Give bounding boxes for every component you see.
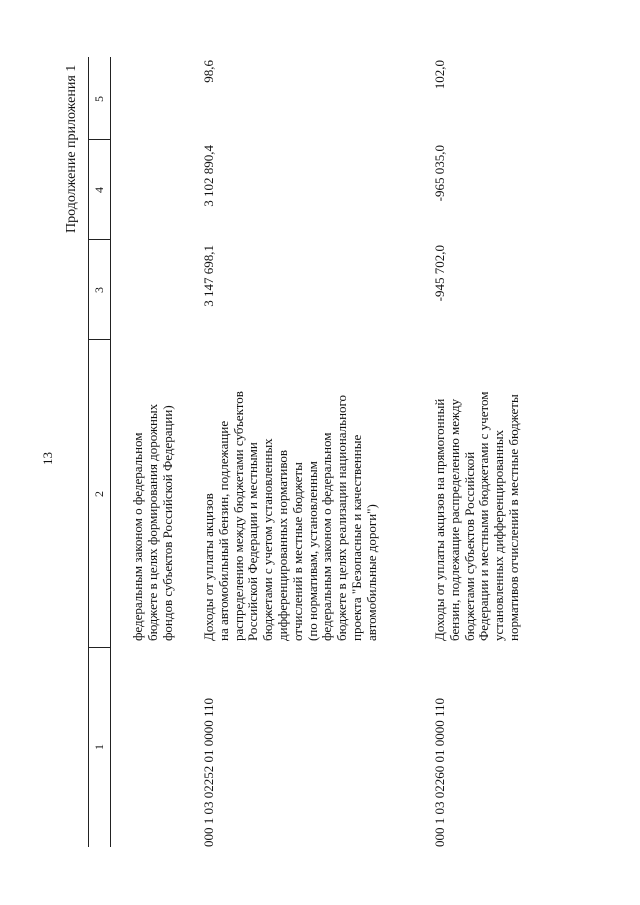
header-divider-1 [88, 647, 110, 648]
description-line: бензин, подлежащие распределению между [446, 398, 462, 641]
description-line: (по нормативам, установленным [304, 461, 320, 641]
header-col-2: 2 [92, 491, 106, 497]
description-line: дифференцированных нормативов [274, 449, 290, 641]
description-line: отчислений в местные бюджеты [289, 462, 305, 641]
description-line: бюджете в целях формирования дорожных [144, 403, 160, 641]
row-2-col4: -965 035,0 [432, 145, 447, 202]
description-line: нормативов отчислений в местные бюджеты [505, 394, 521, 641]
description-line: Федерации и местными бюджетами с учетом [476, 391, 492, 641]
table-top-rule [88, 57, 89, 847]
description-line: фондов субъектов Российской Федерации) [159, 405, 175, 641]
description-line: Доходы от уплаты акцизов [201, 493, 216, 641]
description-line: проекта "Безопасные и качественные [348, 434, 364, 641]
header-divider-4 [88, 139, 110, 140]
description-line: бюджетами с учетом установленных [260, 438, 276, 641]
description-line: автомобильные дороги") [363, 504, 379, 641]
row-2-col5: 102,0 [432, 60, 447, 90]
description-line: распределению между бюджетами субъектов [230, 391, 246, 641]
row-2-description [433, 392, 522, 641]
row-2-col3: -945 702,0 [432, 245, 447, 302]
description-line: федеральным законом о федеральном [130, 432, 145, 641]
row-1-col5: 98,6 [201, 60, 216, 83]
page-number: 13 [40, 452, 55, 465]
row-1-col3: 3 147 698,1 [201, 245, 216, 307]
description-line: на автомобильный бензин, подлежащие [215, 420, 231, 641]
description-line: федеральным законом о федеральном [319, 432, 335, 641]
continuation-label: Продолжение приложения 1 [64, 64, 79, 233]
description-line: Российской Федерации и местными [245, 442, 261, 641]
description-line: установленных дифференцированных [491, 429, 507, 641]
header-divider-3 [88, 239, 110, 240]
row-1-code: 000 1 03 02252 01 0000 110 [201, 697, 216, 847]
header-col-3: 3 [92, 287, 106, 293]
header-col-5: 5 [92, 96, 106, 102]
description-line: бюджетами субъектов Российской [461, 451, 477, 641]
row-1-description [202, 391, 380, 641]
header-col-1: 1 [92, 744, 106, 750]
description-line: Доходы от уплаты акцизов на прямогонный [432, 398, 447, 641]
description-line: бюджете в целях реализации национального [334, 394, 350, 641]
header-divider-2 [88, 339, 110, 340]
row-2-code: 000 1 03 02260 01 0000 110 [432, 697, 447, 847]
row-1-col4: 3 102 890,4 [201, 145, 216, 207]
continued-description [131, 404, 175, 641]
table-header-rule [110, 57, 111, 847]
header-col-4: 4 [92, 187, 106, 193]
